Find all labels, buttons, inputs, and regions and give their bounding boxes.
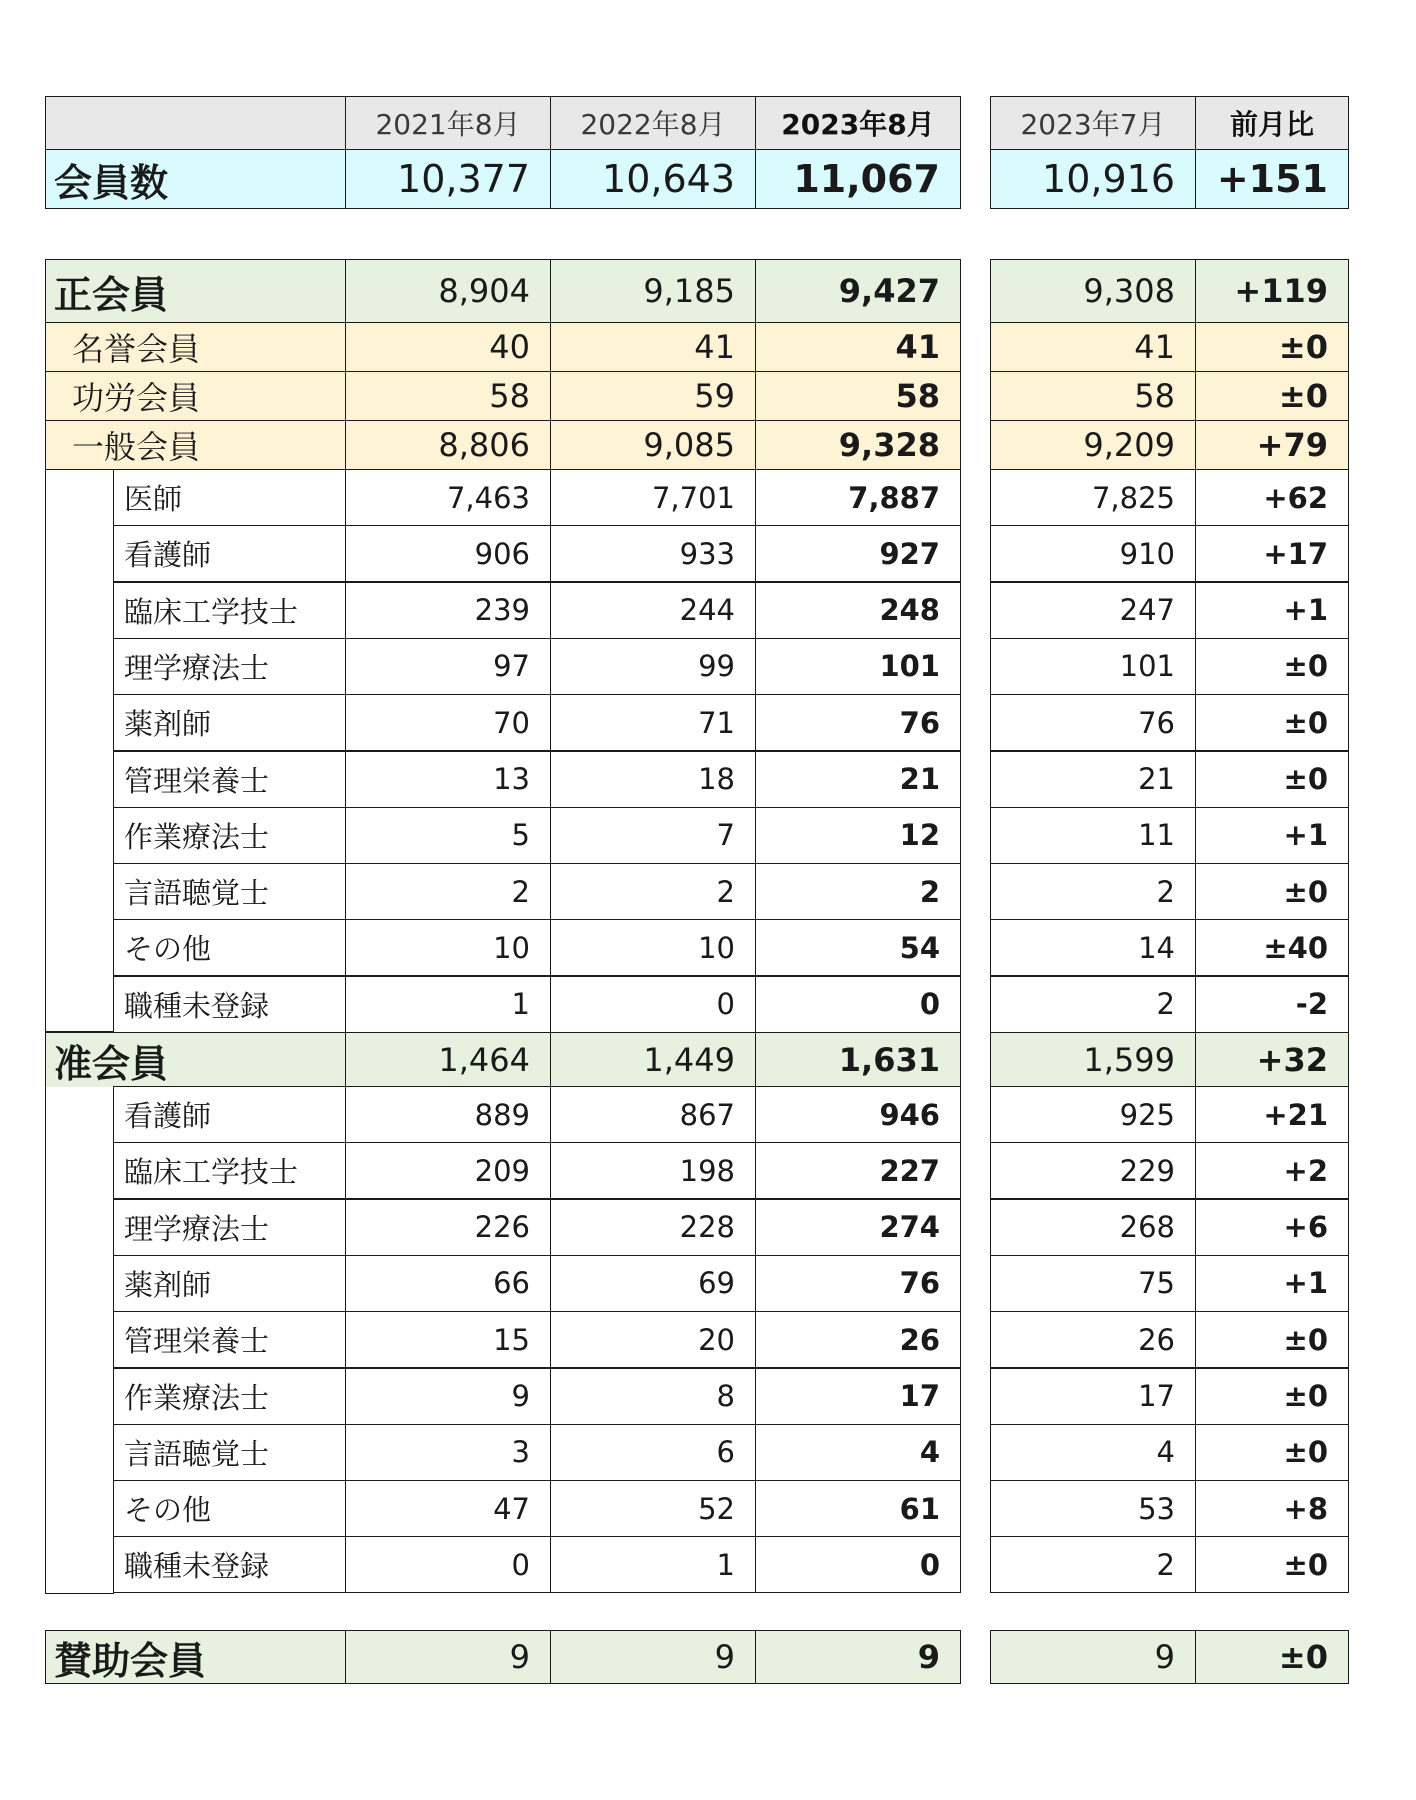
category-v2023: 58	[755, 371, 961, 421]
supporting-prev: 9	[990, 1630, 1196, 1684]
associate-job-prev: 17	[990, 1368, 1196, 1425]
associate-job-label: 言語聴覚士	[113, 1424, 346, 1481]
associate-job-v2023: 4	[755, 1424, 961, 1481]
regular-job-label: 管理栄養士	[113, 751, 346, 808]
regular-job-diff: ±0	[1195, 863, 1349, 920]
category-label: 名誉会員	[45, 322, 346, 372]
regular-job-v2021: 5	[345, 807, 551, 864]
associate-job-diff: +8	[1195, 1480, 1349, 1537]
associate-job-label: 看護師	[113, 1086, 346, 1143]
regular-prev: 9,308	[990, 259, 1196, 323]
header-blank-cell	[45, 96, 346, 150]
category-diff: ±0	[1195, 371, 1349, 421]
category-prev: 41	[990, 322, 1196, 372]
category-v2022: 41	[550, 322, 756, 372]
regular-job-v2021: 13	[345, 751, 551, 808]
regular-job-prev: 910	[990, 525, 1196, 582]
regular-job-diff: -2	[1195, 976, 1349, 1033]
associate-job-v2021: 226	[345, 1199, 551, 1256]
associate-job-v2021: 3	[345, 1424, 551, 1481]
total-label: 会員数	[45, 149, 346, 209]
associate-job-v2022: 228	[550, 1199, 756, 1256]
regular-job-v2022: 244	[550, 582, 756, 639]
regular-job-v2021: 239	[345, 582, 551, 639]
associate-2023: 1,631	[755, 1032, 961, 1087]
associate-job-label: 理学療法士	[113, 1199, 346, 1256]
regular-job-v2023: 248	[755, 582, 961, 639]
associate-job-v2021: 0	[345, 1536, 551, 1593]
regular-job-v2021: 97	[345, 638, 551, 695]
associate-job-diff: ±0	[1195, 1536, 1349, 1593]
associate-job-diff: +1	[1195, 1255, 1349, 1312]
associate-job-v2021: 209	[345, 1142, 551, 1199]
associate-job-v2021: 889	[345, 1086, 551, 1143]
category-v2022: 9,085	[550, 420, 756, 470]
regular-job-v2021: 7,463	[345, 469, 551, 526]
associate-job-prev: 268	[990, 1199, 1196, 1256]
regular-job-diff: +1	[1195, 582, 1349, 639]
associate-job-diff: +21	[1195, 1086, 1349, 1143]
associate-job-v2023: 17	[755, 1368, 961, 1425]
header-change: 前月比	[1195, 96, 1349, 150]
regular-job-v2022: 99	[550, 638, 756, 695]
associate-job-v2022: 6	[550, 1424, 756, 1481]
header-2023-08: 2023年8月	[755, 96, 961, 150]
associate-label: 准会員	[45, 1032, 346, 1087]
regular-diff: +119	[1195, 259, 1349, 323]
regular-job-v2021: 10	[345, 919, 551, 976]
associate-job-v2023: 274	[755, 1199, 961, 1256]
associate-job-diff: ±0	[1195, 1311, 1349, 1368]
category-v2021: 8,806	[345, 420, 551, 470]
total-diff: +151	[1195, 149, 1349, 209]
associate-prev: 1,599	[990, 1032, 1196, 1087]
regular-job-prev: 14	[990, 919, 1196, 976]
regular-2022: 9,185	[550, 259, 756, 323]
regular-job-v2023: 101	[755, 638, 961, 695]
associate-job-label: 管理栄養士	[113, 1311, 346, 1368]
category-diff: ±0	[1195, 322, 1349, 372]
associate-job-prev: 75	[990, 1255, 1196, 1312]
associate-job-v2021: 66	[345, 1255, 551, 1312]
category-prev: 9,209	[990, 420, 1196, 470]
regular-job-v2023: 2	[755, 863, 961, 920]
associate-job-diff: +6	[1195, 1199, 1349, 1256]
regular-job-v2022: 7,701	[550, 469, 756, 526]
regular-job-v2023: 21	[755, 751, 961, 808]
regular-indent-column	[45, 469, 114, 1032]
regular-job-label: 言語聴覚士	[113, 863, 346, 920]
associate-job-prev: 2	[990, 1536, 1196, 1593]
associate-2021: 1,464	[345, 1032, 551, 1087]
associate-job-prev: 4	[990, 1424, 1196, 1481]
regular-job-prev: 2	[990, 863, 1196, 920]
category-v2022: 59	[550, 371, 756, 421]
associate-job-v2023: 61	[755, 1480, 961, 1537]
regular-job-diff: ±0	[1195, 694, 1349, 751]
associate-indent-column	[45, 1086, 114, 1594]
regular-job-prev: 21	[990, 751, 1196, 808]
regular-job-v2022: 933	[550, 525, 756, 582]
regular-job-prev: 247	[990, 582, 1196, 639]
associate-job-label: その他	[113, 1480, 346, 1537]
associate-job-v2022: 20	[550, 1311, 756, 1368]
regular-job-v2023: 927	[755, 525, 961, 582]
category-label: 功労会員	[45, 371, 346, 421]
regular-job-label: 臨床工学技士	[113, 582, 346, 639]
regular-job-v2022: 71	[550, 694, 756, 751]
regular-job-label: 職種未登録	[113, 976, 346, 1033]
regular-job-v2022: 7	[550, 807, 756, 864]
regular-job-label: 作業療法士	[113, 807, 346, 864]
associate-job-v2023: 0	[755, 1536, 961, 1593]
supporting-2021: 9	[345, 1630, 551, 1684]
associate-job-label: 薬剤師	[113, 1255, 346, 1312]
regular-2023: 9,427	[755, 259, 961, 323]
regular-job-label: その他	[113, 919, 346, 976]
associate-job-label: 作業療法士	[113, 1368, 346, 1425]
regular-job-diff: +1	[1195, 807, 1349, 864]
associate-job-diff: ±0	[1195, 1424, 1349, 1481]
associate-job-v2022: 69	[550, 1255, 756, 1312]
category-v2023: 41	[755, 322, 961, 372]
category-v2021: 40	[345, 322, 551, 372]
regular-job-v2022: 2	[550, 863, 756, 920]
associate-job-v2023: 26	[755, 1311, 961, 1368]
total-2022: 10,643	[550, 149, 756, 209]
regular-job-diff: +17	[1195, 525, 1349, 582]
regular-job-v2021: 2	[345, 863, 551, 920]
associate-job-v2022: 198	[550, 1142, 756, 1199]
supporting-diff: ±0	[1195, 1630, 1349, 1684]
header-2023-07: 2023年7月	[990, 96, 1196, 150]
associate-diff: +32	[1195, 1032, 1349, 1087]
regular-job-v2022: 0	[550, 976, 756, 1033]
associate-job-label: 臨床工学技士	[113, 1142, 346, 1199]
regular-job-diff: +62	[1195, 469, 1349, 526]
regular-2021: 8,904	[345, 259, 551, 323]
regular-job-v2023: 12	[755, 807, 961, 864]
regular-job-label: 理学療法士	[113, 638, 346, 695]
supporting-2023: 9	[755, 1630, 961, 1684]
total-2021: 10,377	[345, 149, 551, 209]
associate-job-prev: 26	[990, 1311, 1196, 1368]
total-2023: 11,067	[755, 149, 961, 209]
associate-job-prev: 925	[990, 1086, 1196, 1143]
associate-job-diff: +2	[1195, 1142, 1349, 1199]
regular-job-diff: ±0	[1195, 638, 1349, 695]
category-diff: +79	[1195, 420, 1349, 470]
regular-job-v2023: 0	[755, 976, 961, 1033]
associate-job-v2023: 227	[755, 1142, 961, 1199]
associate-job-v2022: 8	[550, 1368, 756, 1425]
regular-job-prev: 2	[990, 976, 1196, 1033]
regular-job-v2023: 7,887	[755, 469, 961, 526]
associate-job-label: 職種未登録	[113, 1536, 346, 1593]
associate-job-v2023: 946	[755, 1086, 961, 1143]
regular-job-v2021: 906	[345, 525, 551, 582]
associate-job-v2023: 76	[755, 1255, 961, 1312]
regular-job-diff: ±0	[1195, 751, 1349, 808]
category-v2023: 9,328	[755, 420, 961, 470]
associate-job-diff: ±0	[1195, 1368, 1349, 1425]
supporting-label: 賛助会員	[45, 1630, 346, 1684]
header-2021-08: 2021年8月	[345, 96, 551, 150]
regular-job-v2021: 70	[345, 694, 551, 751]
regular-job-diff: ±40	[1195, 919, 1349, 976]
regular-job-label: 看護師	[113, 525, 346, 582]
regular-job-v2022: 18	[550, 751, 756, 808]
category-prev: 58	[990, 371, 1196, 421]
category-label: 一般会員	[45, 420, 346, 470]
regular-job-v2023: 76	[755, 694, 961, 751]
regular-job-prev: 101	[990, 638, 1196, 695]
regular-label: 正会員	[45, 259, 346, 323]
regular-job-v2023: 54	[755, 919, 961, 976]
total-prev: 10,916	[990, 149, 1196, 209]
regular-job-prev: 11	[990, 807, 1196, 864]
regular-job-v2022: 10	[550, 919, 756, 976]
associate-job-v2022: 1	[550, 1536, 756, 1593]
associate-job-prev: 229	[990, 1142, 1196, 1199]
regular-job-v2021: 1	[345, 976, 551, 1033]
category-v2021: 58	[345, 371, 551, 421]
regular-job-label: 医師	[113, 469, 346, 526]
associate-job-v2021: 47	[345, 1480, 551, 1537]
supporting-2022: 9	[550, 1630, 756, 1684]
associate-job-v2021: 15	[345, 1311, 551, 1368]
associate-job-v2022: 867	[550, 1086, 756, 1143]
regular-job-label: 薬剤師	[113, 694, 346, 751]
regular-job-prev: 76	[990, 694, 1196, 751]
header-2022-08: 2022年8月	[550, 96, 756, 150]
associate-job-v2021: 9	[345, 1368, 551, 1425]
associate-2022: 1,449	[550, 1032, 756, 1087]
associate-job-v2022: 52	[550, 1480, 756, 1537]
regular-job-prev: 7,825	[990, 469, 1196, 526]
associate-job-prev: 53	[990, 1480, 1196, 1537]
